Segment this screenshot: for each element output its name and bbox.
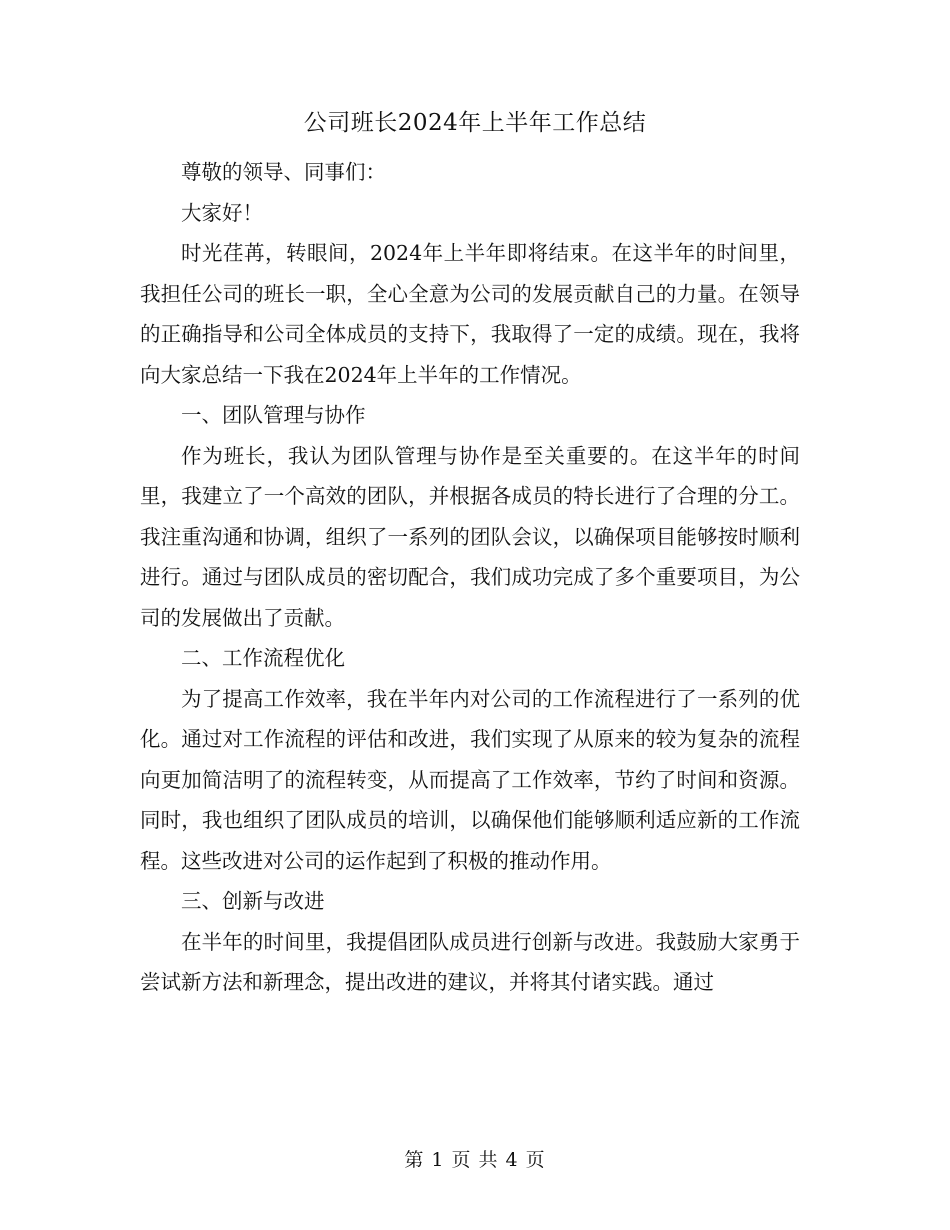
section-paragraph: 为了提高工作效率，我在半年内对公司的工作流程进行了一系列的优化。通过对工作流程的评估和改进，我们实现了从原来的较为复杂的流程向更加简洁明了的流程转变，从而提高了工作效率，节约了时间和资源。同时，我也组织了团队成员的培训，以确保他们能够顺利适应新的工作流程。这些改进对公司的运作起到了积极的推动作用。: [140, 686, 800, 873]
section-paragraph: 作为班长，我认为团队管理与协作是至关重要的。在这半年的时间里，我建立了一个高效的团队，并根据各成员的特长进行了合理的分工。我注重沟通和协调，组织了一系列的团队会议，以确保项目能够按时顺利进行。通过与团队成员的密切配合，我们成功完成了多个重要项目，为公司的发展做出了贡献。: [140, 443, 800, 630]
hello-paragraph: 大家好！: [181, 200, 263, 225]
section-heading: 二、工作流程优化: [181, 646, 345, 670]
section-paragraph: 在半年的时间里，我提倡团队成员进行创新与改进。我鼓励大家勇于尝试新方法和新理念，提出改进的建议，并将其付诸实践。通过: [140, 929, 800, 994]
document-body: [140, 152, 800, 1003]
page-number-footer: 第 1 页 共 4 页: [404, 1149, 546, 1171]
section-heading: 三、创新与改进: [181, 889, 325, 913]
section-heading: 一、团队管理与协作: [181, 403, 366, 427]
document-title: 公司班长2024年上半年工作总结: [303, 110, 647, 136]
greeting-paragraph: 尊敬的领导、同事们：: [181, 160, 386, 184]
intro-paragraph: 时光荏苒，转眼间，2024年上半年即将结束。在这半年的时间里，我担任公司的班长一职，全心全意为公司的发展贡献自己的力量。在领导的正确指导和公司全体成员的支持下，我取得了一定的成绩。现在，我将向大家总结一下我在2024年上半年的工作情况。: [140, 241, 800, 387]
